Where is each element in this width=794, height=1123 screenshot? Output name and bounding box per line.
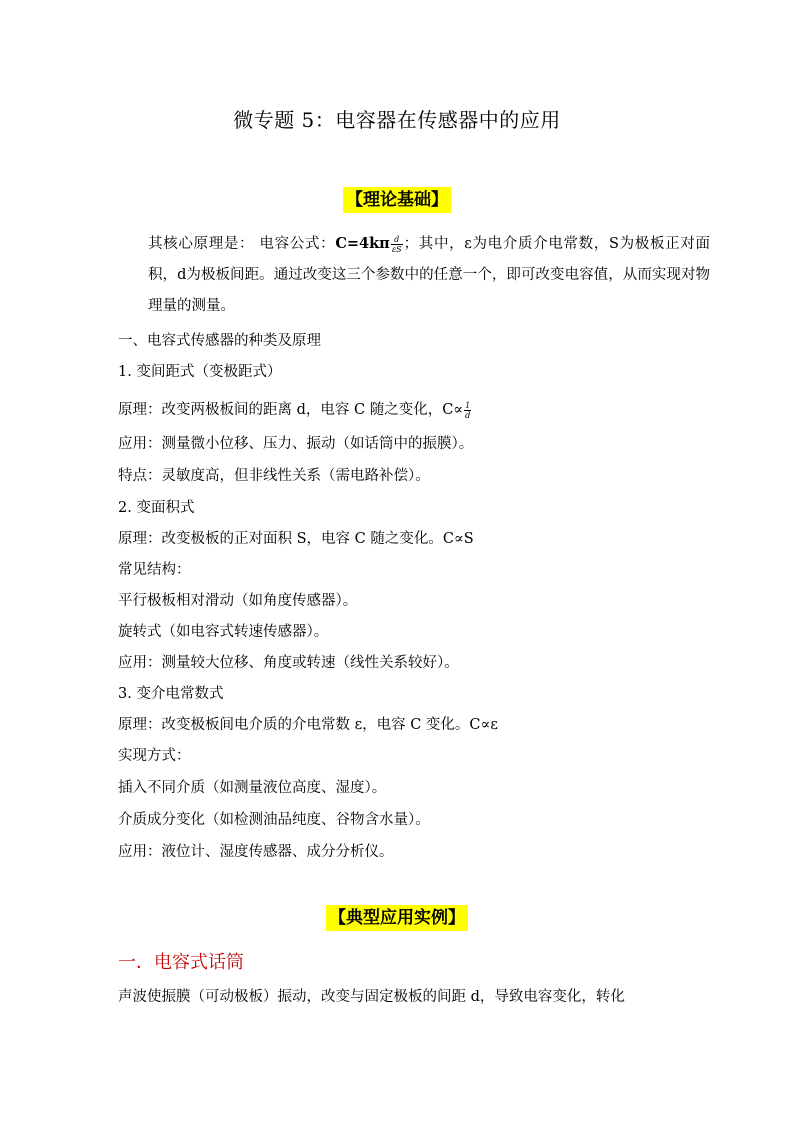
subheading-area: 2. 变面积式 bbox=[118, 500, 195, 516]
intro-paragraph bbox=[118, 228, 710, 322]
impl-composition: 介质成分变化（如检测油品纯度、谷物含水量）。 bbox=[118, 812, 430, 828]
section-microphone: 一．电容式话筒 bbox=[118, 952, 244, 973]
inverse-d-numerator: 1 bbox=[465, 400, 471, 410]
formula-denominator: εS bbox=[391, 244, 402, 254]
application-dielectric: 应用：液位计、湿度传感器、成分分析仪。 bbox=[118, 844, 394, 860]
intro-text-2: ；其中，ε为电介质介电常数，S为极板正对面积，d为极板间距。通过改变这三个参数中的任意一个，即可改变电容值，从而实现对物理量的测量。 bbox=[148, 236, 710, 314]
implementation: 实现方式： bbox=[118, 748, 191, 764]
formula-fraction bbox=[391, 235, 403, 254]
heading-types: 一、电容式传感器的种类及原理 bbox=[118, 333, 321, 349]
examples-banner: 【典型应用实例】 bbox=[326, 905, 468, 931]
microphone-text: 声波使振膜（可动极板）振动，改变与固定极板的间距 d，导致电容变化，转化 bbox=[118, 989, 625, 1005]
principle-area: 原理：改变极板的正对面积 S，电容 C 随之变化。C∝S bbox=[118, 531, 474, 547]
formula-prefix: C=4kπ bbox=[335, 235, 390, 252]
feature-gap: 特点：灵敏度高，但非线性关系（需电路补偿）。 bbox=[118, 468, 430, 484]
theory-banner: 【理论基础】 bbox=[343, 187, 451, 213]
intro-text-1: 其核心原理是： 电容公式： bbox=[148, 236, 336, 252]
inverse-d-denominator: d bbox=[465, 410, 471, 420]
impl-insert: 插入不同介质（如测量液位高度、湿度）。 bbox=[118, 780, 387, 796]
subheading-dielectric: 3. 变介电常数式 bbox=[118, 686, 224, 702]
inverse-d-fraction bbox=[464, 401, 471, 420]
structure-rotary: 旋转式（如电容式转速传感器）。 bbox=[118, 624, 329, 640]
formula-numerator: d bbox=[391, 235, 403, 245]
application-area: 应用：测量较大位移、角度或转速（线性关系较好）。 bbox=[118, 655, 459, 671]
structure-parallel: 平行极板相对滑动（如角度传感器）。 bbox=[118, 593, 358, 609]
page-title: 微专题 5：电容器在传感器中的应用 bbox=[233, 108, 561, 132]
principle-dielectric: 原理：改变极板间电介质的介电常数 ε，电容 C 变化。C∝ε bbox=[118, 717, 498, 733]
application-gap: 应用：测量微小位移、压力、振动（如话筒中的振膜）。 bbox=[118, 436, 474, 452]
principle-gap bbox=[118, 400, 472, 420]
common-structure: 常见结构： bbox=[118, 562, 191, 578]
subheading-gap: 1. 变间距式（变极距式） bbox=[118, 364, 282, 380]
principle-gap-text: 原理：改变两极板间的距离 d，电容 C 随之变化，C∝ bbox=[118, 402, 464, 418]
